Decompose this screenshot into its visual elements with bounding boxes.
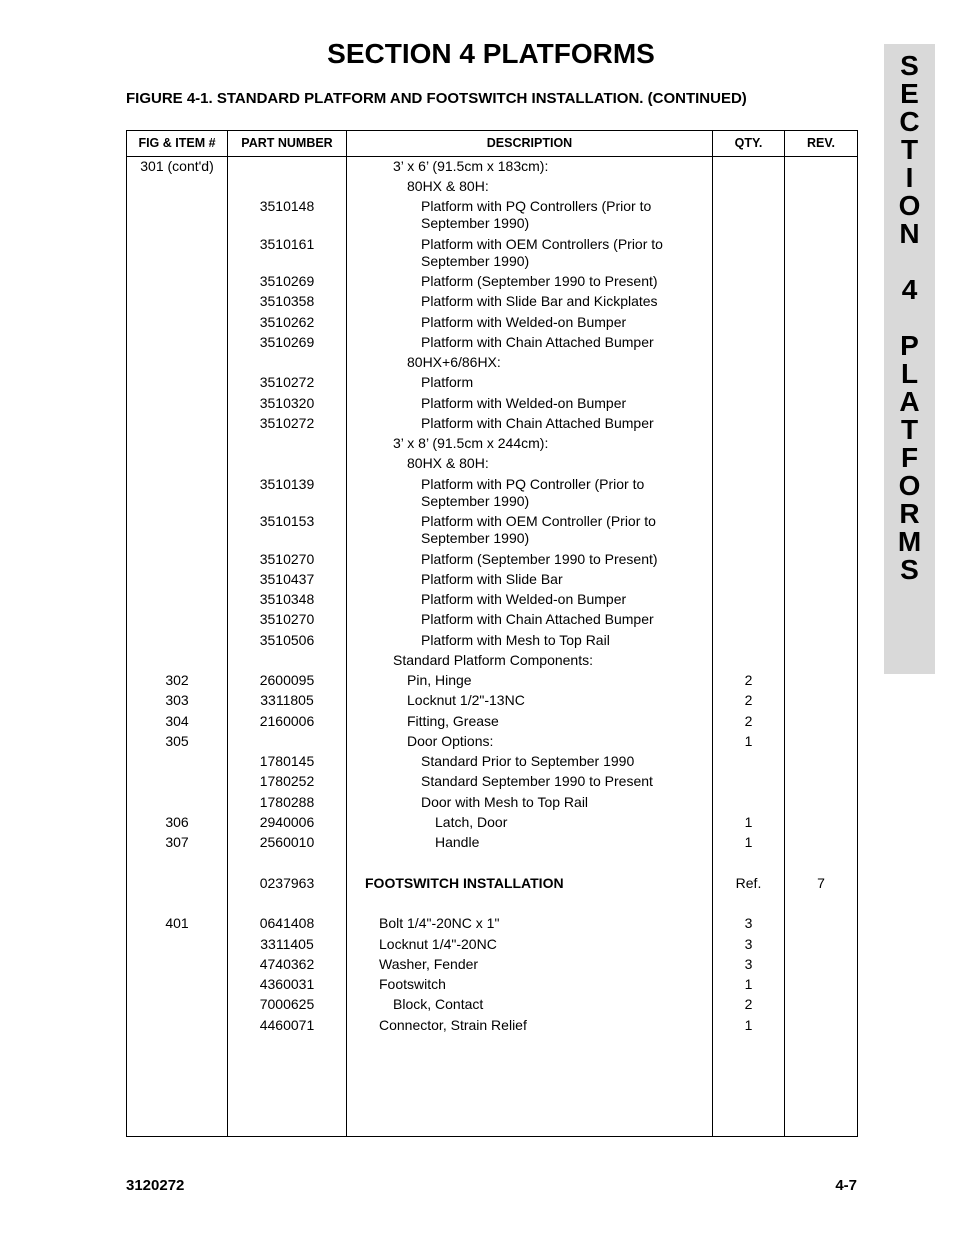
description-cell: Platform (September 1990 to Present) (421, 551, 658, 567)
fig-item-cell: 401 (165, 915, 189, 931)
description-cell: Pin, Hinge (407, 672, 472, 688)
description-cell: Platform with Slide Bar (421, 571, 563, 587)
figure-caption: FIGURE 4-1. STANDARD PLATFORM AND FOOTSWITCH INSTALLATION. (CONTINUED) (126, 90, 747, 107)
part-number-cell: 3510272 (259, 415, 315, 431)
part-number-cell: 3510320 (259, 395, 315, 411)
description-cell: Platform (September 1990 to Present) (421, 273, 658, 289)
part-number-cell: 3510437 (259, 571, 315, 587)
header-description: DESCRIPTION (486, 136, 573, 150)
part-number-cell: 1780252 (259, 773, 315, 789)
part-number-cell: 3311405 (260, 936, 314, 952)
description-cell: FOOTSWITCH INSTALLATION (365, 875, 564, 891)
description-cell: Platform with Slide Bar and Kickplates (421, 293, 658, 309)
parts-table (126, 130, 858, 1137)
side-tab-letter: R (899, 498, 920, 529)
fig-item-cell: 307 (165, 834, 189, 850)
column-divider (346, 131, 347, 1136)
description-cell: Locknut 1/2"-13NC (407, 692, 525, 708)
header-part-number: PART NUMBER (241, 136, 333, 150)
qty-cell: 1 (744, 834, 753, 850)
part-number-cell: 2600095 (259, 672, 315, 688)
description-cell: 80HX & 80H: (407, 178, 489, 194)
part-number-cell: 2560010 (259, 834, 315, 850)
part-number-cell: 3510139 (259, 476, 315, 492)
part-number-cell: 2940006 (259, 814, 315, 830)
header-divider (127, 156, 857, 157)
qty-cell: 1 (744, 1017, 753, 1033)
side-tab-letter: C (899, 106, 920, 137)
description-cell: Handle (435, 834, 480, 850)
fig-item-cell: 304 (165, 713, 189, 729)
part-number-cell: 1780288 (259, 794, 315, 810)
section-side-tab (884, 44, 935, 674)
description-cell: Door with Mesh to Top Rail (421, 794, 589, 810)
description-cell: Platform with Welded-on Bumper (421, 314, 627, 330)
side-tab-letter: F (900, 442, 919, 473)
description-cell: Platform with Welded-on Bumper (421, 591, 627, 607)
fig-item-cell: 303 (165, 692, 189, 708)
part-number-cell: 3510506 (259, 632, 315, 648)
fig-item-cell: 306 (165, 814, 189, 830)
side-tab-letter: L (900, 358, 919, 389)
side-tab-letter: P (900, 330, 919, 361)
part-number-cell: 2160006 (259, 713, 315, 729)
qty-cell: 3 (744, 936, 753, 952)
description-cell: Platform with Mesh to Top Rail (421, 632, 610, 648)
description-cell: Platform with PQ Controllers (Prior to September 1990) (421, 198, 652, 231)
side-tab-letter: O (898, 470, 921, 501)
description-cell: Platform with Chain Attached Bumper (421, 611, 654, 627)
description-cell: Door Options: (407, 733, 494, 749)
header-rev: REV. (806, 136, 836, 150)
qty-cell: 3 (744, 956, 753, 972)
description-cell: Platform with Chain Attached Bumper (421, 334, 654, 350)
qty-cell: 2 (744, 713, 753, 729)
fig-item-cell: 301 (cont'd) (140, 158, 214, 174)
side-tab-letter: E (900, 78, 919, 109)
header-fig-item: FIG & ITEM # (138, 136, 216, 150)
column-divider (784, 131, 785, 1136)
qty-cell: 1 (744, 976, 753, 992)
side-tab-letter: O (898, 190, 921, 221)
part-number-cell: 3510270 (259, 611, 315, 627)
description-cell: Platform with Chain Attached Bumper (421, 415, 654, 431)
page-title: SECTION 4 PLATFORMS (327, 38, 655, 69)
part-number-cell: 3510153 (259, 513, 315, 529)
document-number: 3120272 (126, 1177, 185, 1194)
qty-cell: 1 (744, 814, 753, 830)
fig-item-cell: 302 (165, 672, 189, 688)
part-number-cell: 4460071 (259, 1017, 315, 1033)
description-cell: Footswitch (379, 976, 446, 992)
description-cell: Locknut 1/4"-20NC (379, 936, 497, 952)
description-cell: Block, Contact (393, 996, 484, 1012)
description-cell: Platform with Welded-on Bumper (421, 395, 627, 411)
description-cell: Platform (421, 374, 474, 390)
qty-cell: 2 (744, 996, 753, 1012)
description-cell: Platform with PQ Controller (Prior to September 1990) (421, 476, 645, 509)
qty-cell: 2 (744, 692, 753, 708)
description-cell: Platform with OEM Controller (Prior to September 1990) (421, 513, 656, 546)
description-cell: 80HX+6/86HX: (407, 354, 501, 370)
qty-cell: Ref. (735, 875, 762, 891)
part-number-cell: 0641408 (259, 915, 315, 931)
part-number-cell: 3510269 (259, 273, 315, 289)
part-number-cell: 3510358 (259, 293, 315, 309)
part-number-cell: 0237963 (259, 875, 315, 891)
side-tab-letter: A (899, 386, 920, 417)
part-number-cell: 3510348 (259, 591, 315, 607)
description-cell: Platform with OEM Controllers (Prior to September 1990) (421, 236, 663, 269)
part-number-cell: 3510269 (259, 334, 315, 350)
side-tab-letter: N (899, 218, 920, 249)
qty-cell: 3 (744, 915, 753, 931)
description-cell: Bolt 1/4"-20NC x 1" (379, 915, 500, 931)
qty-cell: 1 (744, 733, 753, 749)
page-number: 4-7 (835, 1177, 857, 1194)
side-tab-letter: T (900, 414, 919, 445)
side-tab-letter: T (900, 134, 919, 165)
description-cell: Standard September 1990 to Present (421, 773, 653, 789)
part-number-cell: 1780145 (259, 753, 315, 769)
description-cell: 3’ x 6’ (91.5cm x 183cm): (393, 158, 549, 174)
header-qty: QTY. (734, 136, 763, 150)
part-number-cell: 3311805 (260, 692, 314, 708)
part-number-cell: 3510272 (259, 374, 315, 390)
description-cell: Latch, Door (435, 814, 508, 830)
side-tab-letter: 4 (901, 274, 918, 305)
description-cell: 3’ x 8’ (91.5cm x 244cm): (393, 435, 549, 451)
part-number-cell: 3510270 (259, 551, 315, 567)
part-number-cell: 7000625 (259, 996, 315, 1012)
side-tab-letter: S (900, 50, 919, 81)
rev-cell: 7 (817, 875, 825, 891)
description-cell: Fitting, Grease (407, 713, 499, 729)
fig-item-cell: 305 (165, 733, 189, 749)
description-cell: 80HX & 80H: (407, 455, 489, 471)
part-number-cell: 4740362 (259, 956, 315, 972)
side-tab-letter: I (905, 162, 914, 193)
part-number-cell: 3510161 (259, 236, 315, 252)
part-number-cell: 4360031 (259, 976, 315, 992)
description-cell: Connector, Strain Relief (379, 1017, 527, 1033)
part-number-cell: 3510262 (259, 314, 315, 330)
part-number-cell: 3510148 (259, 198, 315, 214)
side-tab-letter: M (897, 526, 922, 557)
description-cell: Standard Prior to September 1990 (421, 753, 635, 769)
description-cell: Standard Platform Components: (393, 652, 593, 668)
qty-cell: 2 (744, 672, 753, 688)
description-cell: Washer, Fender (379, 956, 479, 972)
side-tab-letter: S (900, 554, 919, 585)
